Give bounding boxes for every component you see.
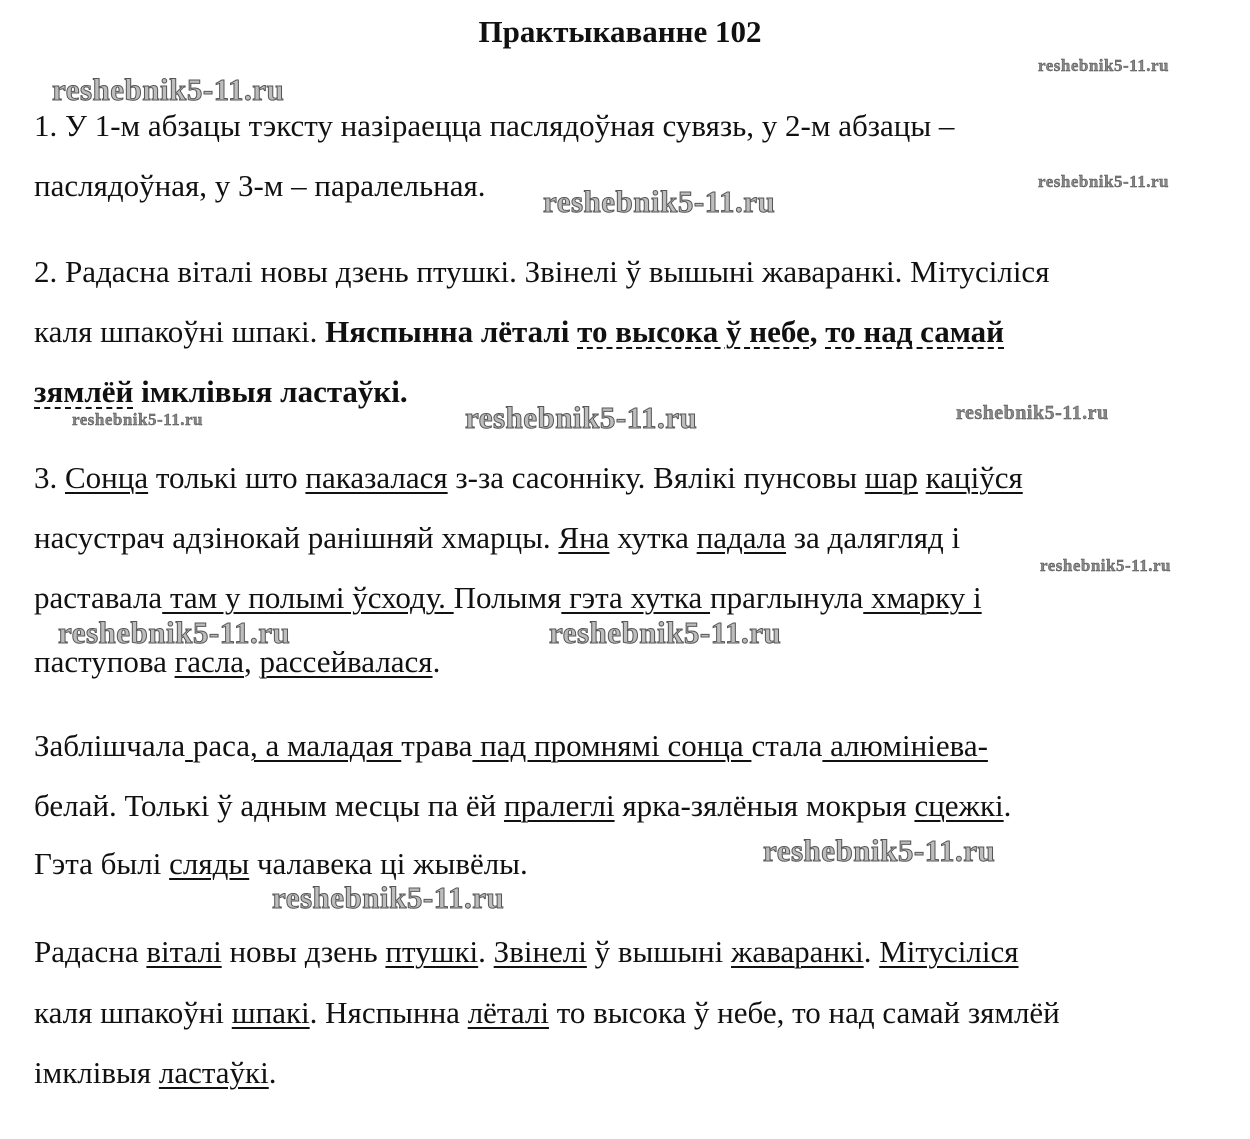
underlined-word: там у полымі ўсходу. [162, 580, 454, 615]
watermark: reshebnik5-11.ru [549, 615, 782, 650]
underlined-word: рассейвалася [259, 644, 433, 679]
watermark: reshebnik5-11.ru [1040, 556, 1171, 575]
text-segment: чалавека ці жывёлы. [249, 846, 528, 881]
underlined-word: лёталі [467, 995, 549, 1030]
underlined-word: віталі [146, 934, 222, 969]
watermark: reshebnik5-11.ru [1038, 172, 1169, 191]
text-segment: Полымя [453, 580, 562, 615]
underlined-word: падала [696, 520, 787, 555]
underlined-word: птушкі [385, 934, 479, 969]
text-segment: хутка [609, 520, 697, 555]
p2-line2 [34, 314, 1004, 350]
p2-dashed-text: то высока ў небе [577, 314, 810, 349]
text-segment [918, 460, 926, 495]
p1-line2: паслядоўная, у 3-м – паралельная. [34, 168, 486, 203]
underlined-word: Сонца [65, 460, 149, 495]
p2-line1: 2. Радасна віталі новы дзень птушкі. Звінелі ў вышыні жаваранкі. Мітусіліся [34, 254, 1050, 289]
page-title: Практыкаванне 102 [478, 14, 762, 49]
text-segment: новы дзень [221, 934, 386, 969]
p3-line3 [34, 580, 982, 616]
text-segment: за далягляд і [786, 520, 961, 555]
p2-bold-text: імклівыя ластаўкі. [133, 374, 408, 409]
underlined-word: паказалася [305, 460, 448, 495]
watermark: reshebnik5-11.ru [52, 72, 285, 107]
text-segment: белай. Толькі ў адным месцы па ёй [34, 788, 505, 823]
underlined-word: Яна [558, 520, 610, 555]
underlined-word: хмарку і [863, 580, 982, 615]
text-segment: праглынула [710, 580, 864, 615]
text-segment: раставала [34, 580, 163, 615]
p4-line1 [34, 728, 988, 764]
text-segment: паступова [34, 644, 175, 679]
watermark: reshebnik5-11.ru [763, 833, 996, 868]
text-segment: Гэта былі [34, 846, 170, 881]
underlined-word: пад промнямі сонца [472, 728, 752, 763]
underlined-word: Мітусіліся [879, 934, 1019, 969]
p4-line3 [34, 846, 528, 882]
text-segment: 3. [34, 460, 65, 495]
watermark: reshebnik5-11.ru [956, 402, 1109, 424]
underlined-word: сцежкі [914, 788, 1004, 823]
text-segment: насустрач адзінокай ранішняй хмарцы. [34, 520, 559, 555]
watermark: reshebnik5-11.ru [465, 400, 698, 435]
underlined-word: шар [864, 460, 918, 495]
p2-dashed-text: зямлёй [34, 374, 134, 409]
p3-line2 [34, 520, 960, 556]
text-segment: . [478, 934, 494, 969]
underlined-word: ластаўкі [158, 1055, 269, 1090]
p5-line3 [34, 1055, 276, 1091]
p1-line1: 1. У 1-м абзацы тэксту назіраецца паслядоўная сувязь, у 2-м абзацы – [34, 108, 955, 143]
text-segment: трава [401, 728, 473, 763]
p3-line4 [34, 644, 440, 680]
p2-dashed-text: то над самай [825, 314, 1005, 349]
p5-line2 [34, 995, 1060, 1031]
p3-line1 [34, 460, 1023, 496]
p2-text: каля шпакоўні шпакі. [34, 314, 326, 349]
watermark: reshebnik5-11.ru [543, 184, 776, 219]
underlined-word: гэта хутка [561, 580, 711, 615]
watermark: reshebnik5-11.ru [58, 615, 291, 650]
p4-line2 [34, 788, 1011, 824]
watermark: reshebnik5-11.ru [272, 880, 505, 915]
underlined-word: шпакі [231, 995, 310, 1030]
underlined-word: пралеглі [504, 788, 615, 823]
underlined-word: Звінелі [493, 934, 587, 969]
p5-line1 [34, 934, 1019, 970]
text-segment: ў вышыні [586, 934, 732, 969]
text-segment: Радасна [34, 934, 147, 969]
p2-bold-text: , [809, 314, 826, 349]
underlined-word: каціўся [925, 460, 1023, 495]
text-segment: стала [751, 728, 823, 763]
text-segment: каля шпакоўні [34, 995, 232, 1030]
text-segment: толькі што [148, 460, 306, 495]
underlined-word [185, 728, 193, 763]
text-segment: , [244, 644, 260, 679]
text-segment: то высока ў небе, то над самай зямлёй [548, 995, 1060, 1030]
text-segment: . Няспынна [309, 995, 468, 1030]
watermark: reshebnik5-11.ru [72, 410, 203, 429]
text-segment: . [268, 1055, 277, 1090]
underlined-word: алюмініева- [822, 728, 988, 763]
text-segment: ярка-зялёныя мокрыя [614, 788, 915, 823]
text-segment: з-за сасонніку. Вялікі пунсовы [447, 460, 865, 495]
text-segment: Заблішчала [34, 728, 186, 763]
p2-bold-text: Няспынна лёталі [325, 314, 578, 349]
text-segment: . [1003, 788, 1012, 823]
text-segment: . [863, 934, 880, 969]
underlined-word: жаваранкі [731, 934, 864, 969]
underlined-word: сляды [169, 846, 250, 881]
text-segment: . [432, 644, 441, 679]
underlined-word: , а маладая [250, 728, 402, 763]
p2-line3 [34, 374, 408, 410]
text-segment: імклівыя [34, 1055, 159, 1090]
watermark: reshebnik5-11.ru [1038, 56, 1169, 75]
underlined-word: гасла [174, 644, 245, 679]
text-segment: раса [192, 728, 251, 763]
